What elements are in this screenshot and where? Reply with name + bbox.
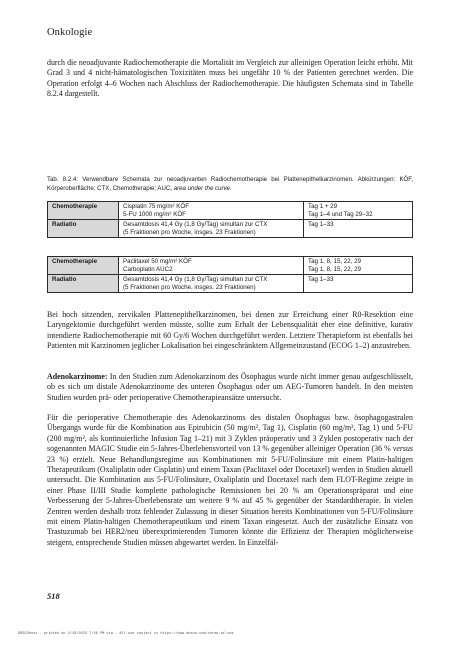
drug-line: 5-FU 1000 mg/m² KÖF <box>123 210 186 218</box>
caption-label: Tab. 8.2.4: <box>47 176 78 183</box>
dose-line: (5 Fraktionen pro Woche, insges. 23 Fraktionen) <box>123 228 256 236</box>
days-line: Tag 1, 8, 15, 22, 29 <box>308 265 361 273</box>
drug-cell <box>119 257 304 275</box>
row-head-radiatio: Radiatio <box>48 275 119 293</box>
days-line: Tag 1 + 29 <box>308 203 338 210</box>
regimen-table-2 <box>47 256 413 293</box>
versus-italic: versus <box>392 444 413 454</box>
days-cell <box>304 257 413 275</box>
row-head-chemotherapie: Chemotherapie <box>48 257 119 275</box>
paragraph-adenokarzinome <box>47 372 413 403</box>
dose-cell <box>119 275 304 293</box>
dose-line: Gesamtdosis 41,4 Gy (1,8 Gy/Tag) simultan zur CTX <box>123 221 268 229</box>
caption-text: Verwendbare Schemata zur neoadjuvanten Radiochemotherapie bei Plattenepithelkarzinomen. Abkürzungen: KÖF, Körperoberfläche; CTX, Chemotherapie; AUC, <box>47 176 413 192</box>
intro-paragraph: durch die neoadjuvante Radiochemotherapie die Mortalität im Vergleich zur alleinigen Operation leicht erhöht. Mit Grad 3 und 4 nicht-hämatologischen Toxizitäten muss bei ungefähr 10 % der Patienten gerechnet werden. Die Operation erfolgt 4–6 Wochen nach Abschluss der Radiochemotherapie. Die häufigsten Schemata sind in Tabelle 8.2.4 dargestellt. <box>47 58 413 99</box>
ebsco-footer: EBSCOhost - printed on 2/10/2023 7:56 PM via . All use subject to https://www.ebsco.com/terms-of-use <box>18 632 234 636</box>
regimen-table-1 <box>47 201 413 238</box>
drug-cell <box>119 202 304 220</box>
row-head-radiatio: Radiatio <box>48 220 119 238</box>
table-row <box>48 202 413 220</box>
caption-italic: area under the curve. <box>173 184 232 192</box>
paragraph-perioperative <box>47 413 413 548</box>
drug-line: Carboplatin AUC2 <box>123 265 173 273</box>
days-line: Tag 1, 8, 15, 22, 29 <box>308 258 361 265</box>
dose-line: (5 Fraktionen pro Woche, insges. 23 Fraktionen) <box>123 283 256 291</box>
running-head: Onkologie <box>47 27 93 38</box>
row-head-chemotherapie: Chemotherapie <box>48 202 119 220</box>
dose-cell <box>119 220 304 238</box>
page-number: 518 <box>47 591 60 601</box>
days-line: Tag 1–4 und Tag 29–32 <box>308 210 373 218</box>
table-caption <box>47 176 413 193</box>
paragraph-zervikal: Bei hoch sitzenden, zervikalen Plattenepithelkarzinomen, bei denen zur Erreichung einer R0-Resektion eine Laryngektomie durchgeführt werden müsste, sollte zum Erhalt der Lebensqualität eher eine definitive, kurativ intendierte Radiochemotherapie mit 60 Gy/6 Wochen durchgeführt werden. Letztere Therapieform ist ebenfalls bei Patienten mit Karzinomen jeglicher Lokalisation bei eingeschränktem Allgemeinzustand (ECOG 1–2) anzustreben. <box>47 310 413 351</box>
drug-line: Cisplatin 75 mg/m² KÖF <box>123 203 190 210</box>
table-row <box>48 257 413 275</box>
days-cell: Tag 1–33 <box>304 275 413 293</box>
table-row <box>48 220 413 238</box>
table-row <box>48 275 413 293</box>
paragraph-text: Für die perioperative Chemotherapie des Adenokarzinoms des distalen Ösophagus bzw. ösophagogastralen Übergangs wurde für die Kombination aus Epirubicin (50 mg/m², Tag 1), Cisplatin (60 mg/m², Tag 1) und 5-FU (200 mg/m², als kontinuierliche Infusion Tag 1–21) mit 3 Zyklen präoperativ und 3 Zyklen postoperativ nach der sogenannten MAGIC Studie ein 5-Jahres-Überlebensvorteil von 13 % gegenüber alleiniger Operation (36 % <box>47 413 413 454</box>
days-cell <box>304 202 413 220</box>
paragraph-text: In den Studien zum Adenokarzinom des Ösophagus wurde nicht immer genau aufgeschlüsselt, ob es sich um distale Adenokarzinome des unteren Ösophagus oder um AEG-Tumoren handelt. In den meisten Studien wurden prä- oder perioperative Chemotherapieansätze untersucht. <box>47 372 413 402</box>
drug-line: Paclitaxel 50 mg/m² KÖF <box>123 258 192 265</box>
days-cell: Tag 1–33 <box>304 220 413 238</box>
paragraph-text: 23 %) erzielt. Neue Behandlungsregime aus Kombinationen mit 5-FU/Folinsäure mit einem Platin-haltigen Therapeutikum (Oxaliplatin oder Cisplatin) und einem Taxan (Paclitaxel oder Docetaxel) werden in Studien aktuell untersucht. Die Kombination aus 5-FU/Folinsäure, Oxaliplatin und Docetaxel nach dem FLOT-Regime zeigte in einer Phase II/III Studie komplette pathologische Remissionen bei 20 % am Operationspräparat und eine Verbesserung der 5-Jahres-Überlebensrate um weitere 9 % auf 45 % gegenüber der Standardtherapie. In vielen Zentren werden deshalb trotz fehlender Zulassung in dieser Situation bereits Kombinationen von 5-FU/Folinsäure mit einem Platin-haltigen Chemotherapeutikum und einem Taxan eingesetzt. Auch der zusätzliche Einsatz von Trastuzumab bei HER2/neu überexprimierenden Tumoren könnte die Effizienz der Therapien möglicherweise steigern, entsprechende Studien müssen abgewartet werden. In Einzelfäl- <box>47 454 413 547</box>
dose-line: Gesamtdosis 41,4 Gy (1,8 Gy/Tag) simultan zur CTX <box>123 276 268 284</box>
paragraph-lead: Adenokarzinome: <box>47 372 108 381</box>
